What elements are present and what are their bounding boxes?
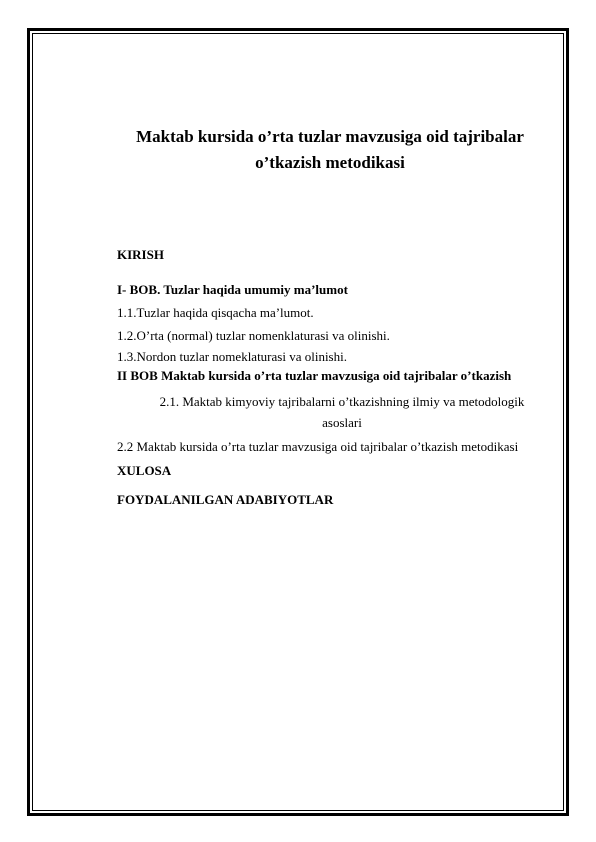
toc-item-kirish: KIRISH <box>117 247 164 262</box>
title-line-2: o’tkazish metodikasi <box>255 153 405 172</box>
toc-item-1-1: 1.1.Tuzlar haqida qisqacha ma’lumot. <box>117 305 314 320</box>
toc-item-chapter-1: I- BOB. Tuzlar haqida umumiy ma’lumot <box>117 282 348 297</box>
toc-item-xulosa: XULOSA <box>117 463 172 478</box>
toc-item-2-1: 2.1. Maktab kimyoviy tajribalarni o’tkazishning ilmiy va metodologik <box>159 394 525 409</box>
toc-item-references: FOYDALANILGAN ADABIYOTLAR <box>117 492 334 507</box>
document-title <box>100 124 560 176</box>
toc-item-2-2: 2.2 Maktab kursida o’rta tuzlar mavzusiga oid tajribalar o’tkazish metodikasi <box>117 439 519 454</box>
toc-item-2-1-continuation: asoslari <box>322 415 362 430</box>
toc-item-1-3: 1.3.Nordon tuzlar nomeklaturasi va olinishi. <box>117 349 347 364</box>
title-line-1: Maktab kursida o’rta tuzlar mavzusiga oid tajribalar <box>136 127 524 146</box>
table-of-contents <box>117 246 567 511</box>
toc-item-1-2: 1.2.O’rta (normal) tuzlar nomenklaturasi va olinishi. <box>117 328 390 343</box>
toc-item-chapter-2: II BOB Maktab kursida o’rta tuzlar mavzusiga oid tajribalar o’tkazish <box>117 368 512 383</box>
